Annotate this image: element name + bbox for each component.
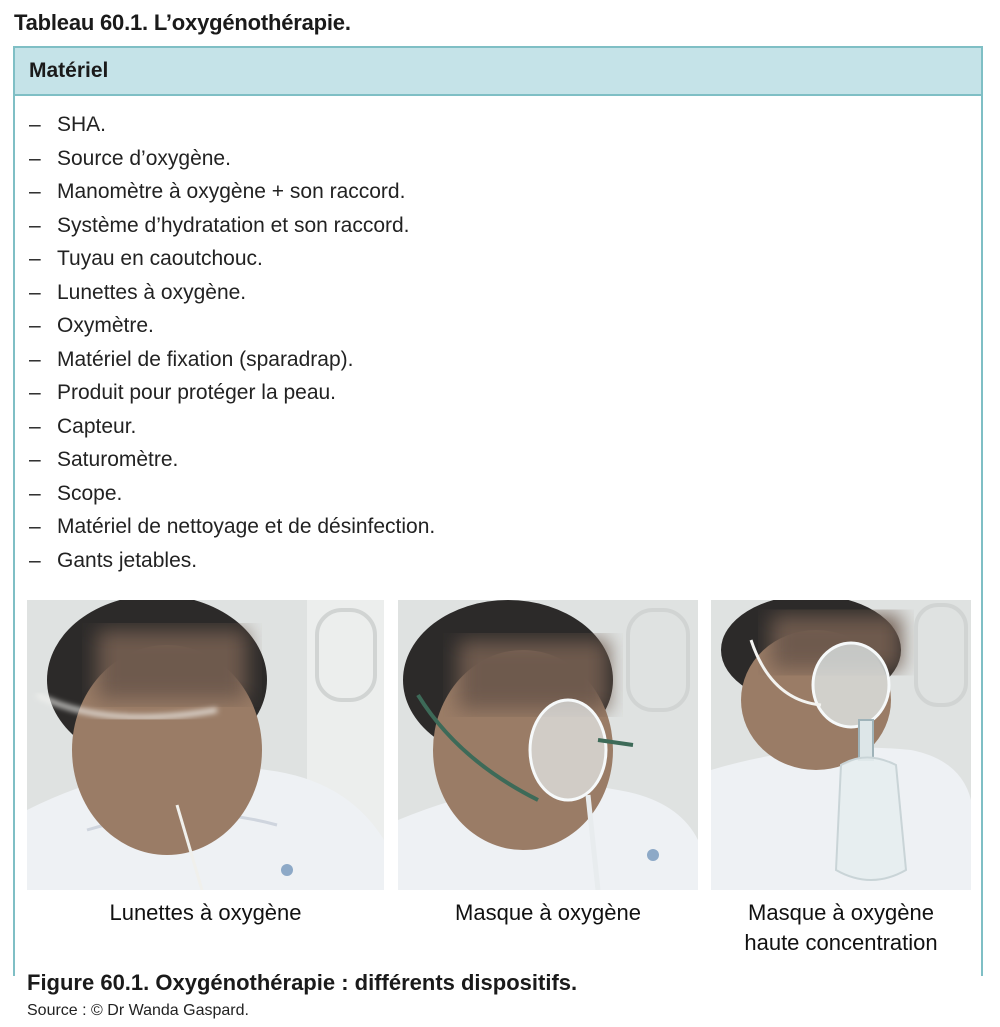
list-item: – Scope.	[29, 481, 123, 505]
photo-nasal-cannula	[27, 600, 384, 890]
figure-title: Figure 60.1. Oxygénothérapie : différents dispositifs.	[27, 970, 578, 995]
list-item: – Oxymètre.	[29, 314, 154, 337]
materiel-list	[15, 96, 981, 577]
caption-high-concentration-mask: Masque à oxygène haute concentration	[744, 900, 938, 955]
figure-source: Source : © Dr Wanda Gaspard.	[27, 1002, 249, 1019]
list-item: – Système d’hydratation et son raccord.	[29, 213, 410, 237]
photo-oxygen-mask	[398, 600, 698, 890]
list-item: – SHA.	[29, 113, 107, 136]
table-header: Matériel	[15, 48, 981, 96]
list-item: – Tuyau en caoutchouc.	[29, 247, 263, 270]
caption-nasal-cannula: Lunettes à oxygène	[109, 900, 302, 925]
list-item: – Capteur.	[29, 414, 137, 438]
list-item: – Matériel de fixation (sparadrap).	[29, 347, 354, 371]
list-item: – Source d’oxygène.	[29, 146, 231, 170]
list-item: – Manomètre à oxygène + son raccord.	[29, 180, 406, 203]
caption-oxygen-mask: Masque à oxygène	[455, 900, 641, 925]
list-item: – Saturomètre.	[29, 448, 179, 471]
list-item: – Produit pour protéger la peau.	[29, 381, 337, 404]
list-item: – Matériel de nettoyage et de désinfection.	[29, 515, 436, 538]
list-item: – Lunettes à oxygène.	[29, 280, 247, 304]
table-title: Tableau 60.1. L’oxygénothérapie.	[14, 10, 351, 35]
list-item: – Gants jetables.	[29, 548, 198, 572]
photo-high-concentration-mask	[711, 600, 971, 890]
